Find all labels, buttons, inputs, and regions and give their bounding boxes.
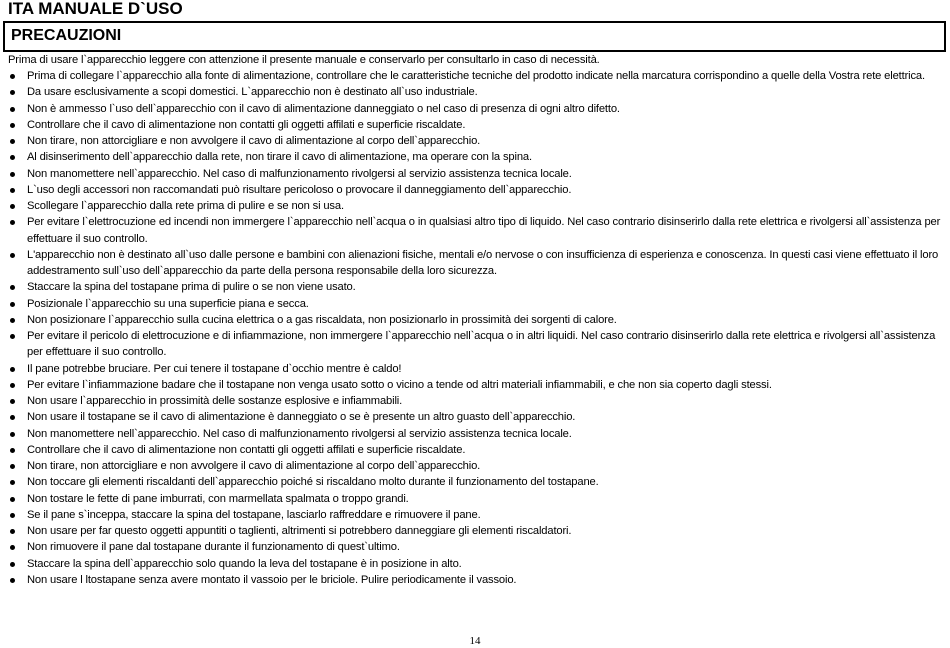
- list-item-text: Non tostare le fette di pane imburrati, con marmellata spalmata o troppo grandi.: [27, 492, 409, 505]
- list-item-text: Non manomettere nell`apparecchio. Nel caso di malfunzionamento rivolgersi al servizio assistenza tecnica locale.: [27, 427, 572, 440]
- list-item-text: Prima di collegare l`apparecchio alla fonte di alimentazione, controllare che le caratteristiche tecniche del prodotto indicate nella marcatura corrispondino a quelle della Vostra rete elettrica.: [27, 70, 925, 82]
- section-title: PRECAUZIONI: [11, 27, 122, 44]
- list-item: [8, 458, 942, 474]
- bullet-dot-icon: [10, 74, 15, 79]
- list-item: [8, 474, 942, 490]
- bullet-dot-icon: [10, 253, 15, 258]
- bullet-dot-icon: [10, 139, 15, 144]
- list-item: [8, 84, 942, 100]
- list-item-text: Scollegare l`apparecchio dalla rete prima di pulire e se non si usa.: [27, 200, 344, 212]
- bullet-dot-icon: [10, 415, 15, 420]
- list-item-text: Non usare il tostapane se il cavo di alimentazione è danneggiato o se è presente un altro guasto dell`apparecchio.: [27, 411, 576, 424]
- list-item: [8, 101, 942, 117]
- bullet-dot-icon: [10, 367, 15, 372]
- bullet-dot-icon: [10, 562, 15, 567]
- precautions-list: [8, 68, 942, 588]
- list-item: [8, 426, 942, 442]
- bullet-dot-icon: [10, 302, 15, 307]
- section-header-box: [3, 21, 946, 52]
- list-item-text: Non tirare, non attorcigliare e non avvolgere il cavo di alimentazione al corpo dell`apparecchio.: [27, 135, 481, 147]
- bullet-dot-icon: [10, 123, 15, 128]
- bullet-dot-icon: [10, 480, 15, 485]
- list-item: [8, 214, 942, 247]
- list-item: [8, 328, 942, 361]
- list-item-text: L`uso degli accessori non raccomandati può risultare pericoloso o provocare il danneggiamento dell`apparecchio.: [27, 183, 572, 196]
- list-item-text: Al disinserimento dell`apparecchio dalla rete, non tirare il cavo di alimentazione, ma operare con la spina.: [27, 151, 532, 164]
- page-number: 14: [469, 635, 481, 647]
- list-item-text: Staccare la spina del tostapane prima di pulire o se non viene usato.: [27, 281, 356, 294]
- bullet-dot-icon: [10, 545, 15, 550]
- page-title: ITA MANUALE D`USO: [8, 0, 183, 18]
- bullet-dot-icon: [10, 448, 15, 453]
- list-item-text: Non usare l ltostapane senza avere montato il vassoio per le briciole. Pulire periodicamente il vassoio.: [27, 573, 517, 586]
- bullet-dot-icon: [10, 155, 15, 160]
- list-item: [8, 279, 942, 295]
- list-item: [8, 166, 942, 182]
- bullet-dot-icon: [10, 220, 15, 225]
- list-item: [8, 149, 942, 165]
- bullet-dot-icon: [10, 399, 15, 404]
- list-item-text: Non tirare, non attorcigliare e non avvolgere il cavo di alimentazione al corpo dell`apparecchio.: [27, 460, 481, 472]
- intro-paragraph: Prima di usare l`apparecchio leggere con attenzione il presente manuale e conservarlo per consultarlo in caso di necessità.: [8, 54, 600, 66]
- list-item-text: Non usare per far questo oggetti appuntiti o taglienti, altrimenti si potrebbero danneggiare gli elementi riscaldatori.: [27, 525, 572, 537]
- list-item: [8, 393, 942, 409]
- bullet-dot-icon: [10, 172, 15, 177]
- list-item-text: Da usare esclusivamente a scopi domestici. L`apparecchio non è destinato all`uso industriale.: [27, 86, 478, 99]
- list-item: [8, 523, 942, 539]
- list-item: [8, 507, 942, 523]
- list-item: [8, 117, 942, 133]
- list-item: [8, 377, 942, 393]
- list-item: [8, 409, 942, 425]
- list-item: [8, 296, 942, 312]
- bullet-dot-icon: [10, 188, 15, 193]
- list-item: [8, 68, 942, 84]
- list-item-text: Il pane potrebbe bruciare. Per cui tenere il tostapane d`occhio mentre è caldo!: [27, 362, 402, 375]
- bullet-dot-icon: [10, 513, 15, 518]
- list-item: [8, 491, 942, 507]
- bullet-dot-icon: [10, 497, 15, 502]
- list-item: [8, 133, 942, 149]
- list-item-text: Non posizionare l`apparecchio sulla cucina elettrica o a gas riscaldata, non posizionarlo in prossimità dei sorgenti di calore.: [27, 313, 617, 326]
- list-item: [8, 198, 942, 214]
- list-item-text: Posizionale l`apparecchio su una superficie piana e secca.: [27, 297, 309, 310]
- list-item: [8, 182, 942, 198]
- bullet-dot-icon: [10, 90, 15, 95]
- list-item-text: Non toccare gli elementi riscaldanti dell`apparecchio poiché si riscaldano molto durante il funzionamento del tostapane.: [27, 476, 599, 489]
- list-item: [8, 312, 942, 328]
- list-item: [8, 361, 942, 377]
- list-item-text: L'apparecchio non è destinato all`uso dalle persone e bambini con alienazioni fisiche, mentali e/o nervose o con insufficienza di esperienza e conoscenza. In questi casi viene effettuato il loro addestramento sull`uso dell`apparecchio da parte della persona responsabile della loro sicurezza.: [27, 248, 939, 277]
- list-item-text: Non è ammesso l`uso dell`apparecchio con il cavo di alimentazione danneggiato o nel caso di presenza di ogni altro difetto.: [27, 102, 620, 115]
- list-item-text: Non rimuovere il pane dal tostapane durante il funzionamento di quest`ultimo.: [27, 541, 400, 554]
- list-item-text: Per evitare l`elettrocuzione ed incendi non immergere l`apparecchio nell`acqua o in qualsiasi altro tipo di liquido. Nel caso contrario disinserirlo dalla rete elettrica e rivolgersi all`assistenza per effettuare il suo controllo.: [27, 216, 941, 245]
- list-item: [8, 442, 942, 458]
- list-item-text: Se il pane s`inceppa, staccare la spina del tostapane, lasciarlo raffreddare e rimuovere il pane.: [27, 508, 481, 521]
- list-item-text: Staccare la spina dell`apparecchio solo quando la leva del tostapane è in posizione in alto.: [27, 557, 462, 570]
- list-item: [8, 572, 942, 588]
- list-item-text: Non usare l`apparecchio in prossimità delle sostanze esplosive e infiammabili.: [27, 395, 403, 407]
- list-item-text: Per evitare l`infiammazione badare che il tostapane non venga usato sotto o vicino a tende od altri materiali infiammabili, e che non sia coperto dagli stessi.: [27, 378, 772, 391]
- list-item-text: Controllare che il cavo di alimentazione non contatti gli oggetti affilati e superficie riscaldate.: [27, 118, 466, 131]
- list-item-text: Non manomettere nell`apparecchio. Nel caso di malfunzionamento rivolgersi al servizio assistenza tecnica locale.: [27, 167, 572, 180]
- bullet-dot-icon: [10, 529, 15, 534]
- bullet-dot-icon: [10, 578, 15, 583]
- bullet-dot-icon: [10, 107, 15, 112]
- bullet-dot-icon: [10, 285, 15, 290]
- bullet-dot-icon: [10, 464, 15, 469]
- bullet-dot-icon: [10, 334, 15, 339]
- list-item-text: Controllare che il cavo di alimentazione non contatti gli oggetti affilati e superficie riscaldate.: [27, 443, 466, 456]
- bullet-dot-icon: [10, 432, 15, 437]
- list-item-text: Per evitare il pericolo di elettrocuzione e di infiammazione, non immergere l`apparecchio nell`acqua o in altri liquidi. Nel caso contrario disinserirlo dalla rete elettrica e rivolgersi all`assistenza per effettuare il suo controllo.: [27, 330, 936, 359]
- bullet-dot-icon: [10, 318, 15, 323]
- bullet-dot-icon: [10, 383, 15, 388]
- list-item: [8, 556, 942, 572]
- bullet-dot-icon: [10, 204, 15, 209]
- list-item: [8, 247, 942, 280]
- list-item: [8, 539, 942, 555]
